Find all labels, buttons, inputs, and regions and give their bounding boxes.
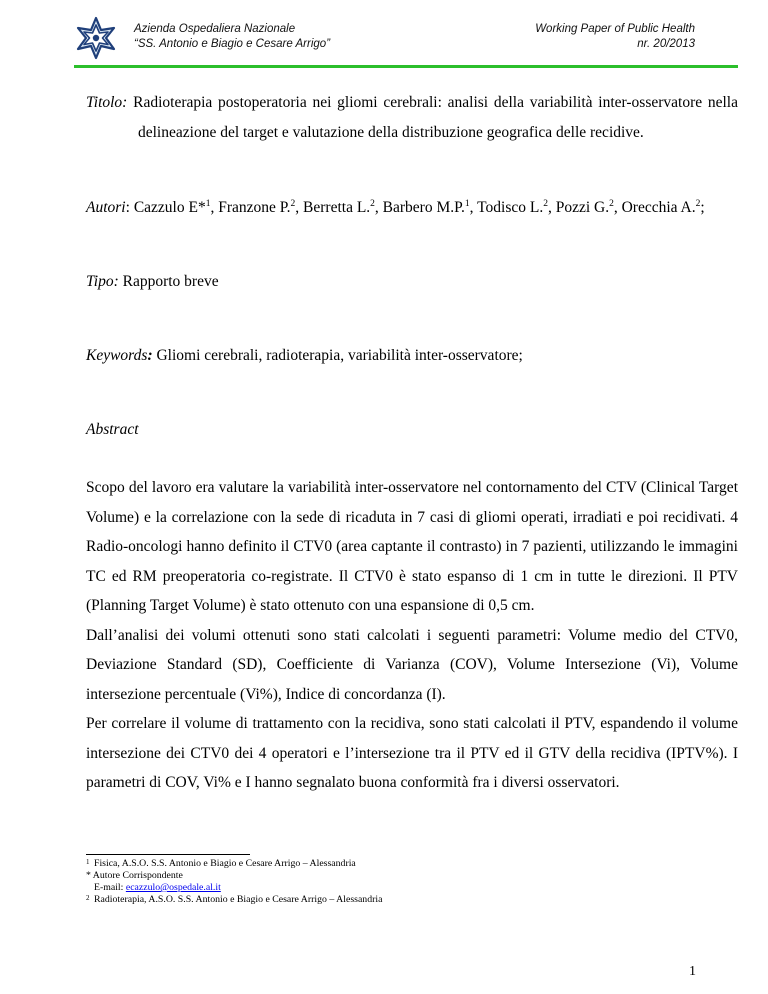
main-content bbox=[86, 84, 738, 798]
title-label: Titolo: bbox=[86, 94, 128, 111]
author: Pozzi G. bbox=[555, 199, 610, 216]
abstract-heading: Abstract bbox=[86, 421, 139, 438]
type-text: Rapporto breve bbox=[122, 273, 219, 290]
abstract-paragraph: Per correlare il volume di trattamento con la recidiva, sono stati calcolati il PTV, espandendo il volume intersezione dei CTV0 dei 4 operatori e l’intersezione tra il PTV ed il GTV della recidiva (IPTV%). I parametri di COV, Vi% e I hanno segnalato buona conformità fra i diversi osservatori. bbox=[86, 715, 738, 791]
abstract-paragraph: Dall’analisi dei volumi ottenuti sono stati calcolati i seguenti parametri: Volume medio del CTV0, Deviazione Standard (SD), Coefficiente di Varianza (COV), Volume Intersezione (Vi), Volume intersezione percentuale (Vi%), Indice di concordanza (I). bbox=[86, 626, 738, 703]
header-rule bbox=[74, 65, 738, 68]
footnotes bbox=[86, 858, 382, 906]
title-text: Radioterapia postoperatoria nei gliomi cerebrali: analisi della variabilità inter-osservatore nella delineazione del target e valutazione della distribuzione geografica delle recidive. bbox=[133, 94, 738, 141]
footnote-1: 1 Fisica, A.S.O. S.S. Antonio e Biagio e Cesare Arrigo – Alessandria bbox=[86, 858, 356, 869]
series-info: Working Paper of Public Health nr. 20/2013 bbox=[535, 23, 695, 50]
page-header bbox=[0, 0, 768, 72]
email-link[interactable]: ecazzulo@ospedale.al.it bbox=[125, 882, 221, 893]
author: Franzone P. bbox=[218, 199, 291, 216]
authors-label: Autori bbox=[86, 199, 126, 216]
author: Orecchia A. bbox=[621, 199, 696, 216]
abstract-paragraph: Scopo del lavoro era valutare la variabilità inter-osservatore nel contornamento del CTV (Clinical Target Volume) e la correlazione con la sede di ricaduta in 7 casi di gliomi operati, irradiati e poi recidivati. 4 Radio-oncologi hanno definito il CTV0 (area captante il contrasto) in 7 pazienti, utilizzando le immagini TC ed RM preoperatoria co-registrate. Il CTV0 è stato espanso di 1 cm in tutte le direzioni. Il PTV (Planning Target Volume) è stato ottenuto con una espansione di 0,5 cm. bbox=[86, 479, 738, 614]
hospital-star-logo-icon bbox=[74, 16, 118, 60]
author: Barbero M.P. bbox=[382, 199, 465, 216]
footnote-2: 2 Radioterapia, A.S.O. S.S. Antonio e Biagio e Cesare Arrigo – Alessandria bbox=[86, 894, 383, 905]
keywords-label: Keywords bbox=[86, 347, 148, 364]
organization-name: Azienda Ospedaliera Nazionale “SS. Antonio e Biagio e Cesare Arrigo” bbox=[134, 23, 331, 50]
type-label: Tipo: bbox=[86, 273, 119, 290]
author: Todisco L. bbox=[477, 199, 544, 216]
author: Cazzulo E* bbox=[133, 199, 206, 216]
report-type bbox=[86, 267, 738, 297]
abstract-body bbox=[86, 473, 738, 798]
paper-title bbox=[86, 88, 738, 148]
page-number: 1 bbox=[689, 964, 696, 979]
author: Berretta L. bbox=[303, 199, 371, 216]
authors-list: Autori: Cazzulo E*$^1$, Franzone P.$^2$, Berretta L.$^2$, Barbero M.P.$^1$, Todisco L.$^2$, Pozzi G.$^2$, Orecchia A.$^2$; bbox=[86, 198, 705, 216]
corresponding-author-note: * Autore Corrispondente bbox=[86, 870, 183, 881]
footnote-rule bbox=[86, 854, 250, 855]
keywords: Keywords: Gliomi cerebrali, radioterapia, variabilità inter-osservatore; bbox=[86, 347, 523, 364]
keywords-text: Gliomi cerebrali, radioterapia, variabilità inter-osservatore; bbox=[156, 347, 523, 364]
email-line: E-mail: ecazzulo@ospedale.al.it bbox=[94, 882, 221, 893]
